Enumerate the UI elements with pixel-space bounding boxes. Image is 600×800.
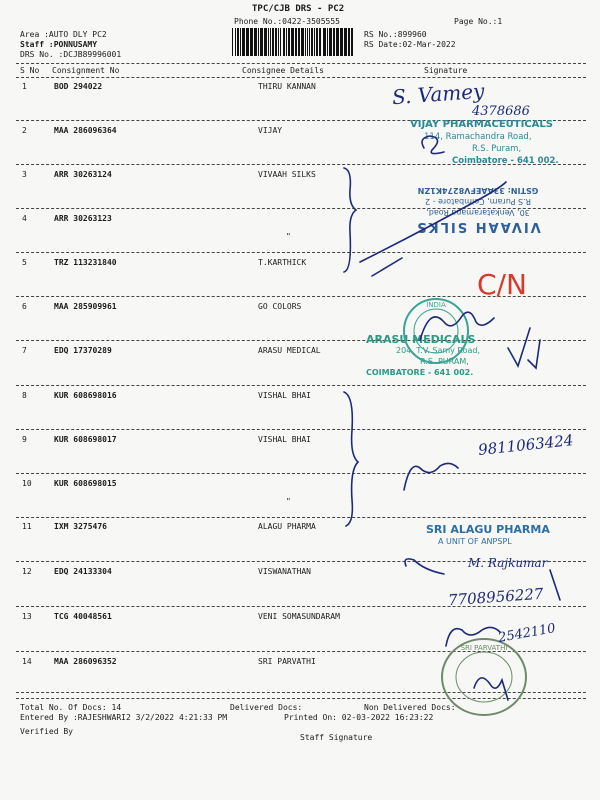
stamp-vijay-pharmaceuticals: VIJAY PHARMACEUTICALS 114, Ramachandra Road, R.S. Puram, Coimbatore - 641 002. xyxy=(410,119,559,166)
row-consignment-number: EDQ 24133304 xyxy=(54,567,112,576)
row-sno: 8 xyxy=(22,391,27,400)
staff-signature: Staff Signature xyxy=(300,733,373,742)
row-consignee: GO COLORS xyxy=(258,302,302,311)
signature-row14 xyxy=(474,678,508,700)
row-consignment-number: MAA 286096364 xyxy=(54,126,117,135)
signature-slash-vivaah xyxy=(360,182,506,262)
row-sno: 5 xyxy=(22,258,27,267)
handwritten-cn-note: C/N xyxy=(477,268,527,301)
row-sno: 3 xyxy=(22,170,27,179)
row-consignee: VENI SOMASUNDARAM xyxy=(258,612,340,621)
row-consignment-number: KUR 608698017 xyxy=(54,435,117,444)
row-consignee: ALAGU PHARMA xyxy=(258,522,316,531)
row-consignment-number: ARR 30263124 xyxy=(54,170,112,179)
row-sno: 10 xyxy=(22,479,32,488)
row-consignment-number: BOD 294022 xyxy=(54,82,103,91)
verified-by: Verified By xyxy=(20,727,73,736)
col-consignment: Consignment No xyxy=(52,66,120,75)
signature-row7 xyxy=(508,328,530,366)
svg-text:SRI PARVATHI: SRI PARVATHI xyxy=(460,644,508,652)
signature-row6 xyxy=(420,312,494,340)
drs-number: DRS No. :DCJB89996001 xyxy=(20,50,122,59)
stamp-sri-alagu-pharma: SRI ALAGU PHARMA A UNIT OF ANPSPL xyxy=(426,523,550,546)
row-consignment-number: EDQ 17370289 xyxy=(54,346,112,355)
row-consignee: " xyxy=(286,497,291,506)
svg-text:INDIA: INDIA xyxy=(426,301,446,309)
delivered-docs: Delivered Docs: xyxy=(230,703,303,712)
col-signature: Signature xyxy=(424,66,468,75)
signature-row9 xyxy=(404,463,458,490)
col-sno: S No xyxy=(20,66,40,75)
row-sno: 2 xyxy=(22,126,27,135)
handwritten-name-row1: S. Vamey xyxy=(391,78,486,110)
staff-label: Staff :PONNUSAMY xyxy=(20,40,98,49)
entered-by: Entered By :RAJESHWARI2 3/2/2022 4:21:33 PM xyxy=(20,713,228,722)
row-consignee: VISHAL BHAI xyxy=(258,391,311,400)
brace-rows-8-10 xyxy=(344,392,358,526)
row-sno: 7 xyxy=(22,346,27,355)
row-sno: 14 xyxy=(22,657,32,666)
handwritten-phone-row9: 9811063424 xyxy=(477,431,575,459)
handwritten-number-row13: 2542110 xyxy=(497,621,557,646)
brace-rows-3-4 xyxy=(344,168,356,272)
col-consignee: Consignee Details xyxy=(242,66,324,75)
row-consignment-number: MAA 286096352 xyxy=(54,657,117,666)
handwritten-number-row1: 4378686 xyxy=(472,104,530,119)
row-consignee: " xyxy=(286,232,291,241)
non-delivered-docs: Non Delivered Docs: xyxy=(364,703,456,712)
rs-number: RS No.:899960 xyxy=(364,30,427,39)
row-consignee: VISHAL BHAI xyxy=(258,435,311,444)
rs-date: RS Date:02-Mar-2022 xyxy=(364,40,456,49)
phone-number: Phone No.:0422-3505555 xyxy=(234,17,340,26)
row-consignee: SRI PARVATHI xyxy=(258,657,316,666)
row-consignment-number: IXM 3275476 xyxy=(54,522,107,531)
total-docs: Total No. Of Docs: 14 xyxy=(20,703,122,712)
page-number: Page No.:1 xyxy=(454,17,503,26)
row-sno: 4 xyxy=(22,214,27,223)
signature-row2 xyxy=(422,136,444,154)
row-consignee: T.KARTHICK xyxy=(258,258,307,267)
row-consignment-number: ARR 30263123 xyxy=(54,214,112,223)
row-sno: 6 xyxy=(22,302,27,311)
handwritten-phone-row12: 7708956227 xyxy=(447,584,544,610)
signature-row12-scribble xyxy=(405,559,444,574)
report-title: TPC/CJB DRS - PC2 xyxy=(252,4,345,14)
row-consignment-number: TRZ 113231840 xyxy=(54,258,117,267)
row-consignee: ARASU MEDICAL xyxy=(258,346,321,355)
area-label: Area :AUTO DLY PC2 xyxy=(20,30,107,39)
row-consignee: VISWANATHAN xyxy=(258,567,311,576)
row-consignee: VIJAY xyxy=(258,126,283,135)
handwritten-name-row12: M. Rajkumar xyxy=(468,556,548,570)
row-sno: 9 xyxy=(22,435,27,444)
row-sno: 13 xyxy=(22,612,32,621)
printed-on: Printed On: 02-03-2022 16:23:22 xyxy=(284,713,434,722)
row-consignment-number: KUR 608698016 xyxy=(54,391,117,400)
row-consignment-number: KUR 608698015 xyxy=(54,479,117,488)
row-sno: 1 xyxy=(22,82,27,91)
row-sno: 12 xyxy=(22,567,32,576)
stamp-vivaah-silks: VIVAAH SILKS 30, Venkataramana Road, R.S Puram, Coimbatore - 2 GSTIN: 33AAEFV8274K1ZN xyxy=(415,186,541,234)
row-sno: 11 xyxy=(22,522,32,531)
row-consignment-number: TCG 40048561 xyxy=(54,612,112,621)
stamp-arasu-medicals: ARASU MEDICALS 204, T.V. Samy Road, R.S. PURAM, COIMBATORE - 641 002. xyxy=(366,333,481,377)
signature-row13 xyxy=(446,627,500,646)
row-consignment-number: MAA 285909961 xyxy=(54,302,117,311)
row-consignee: THIRU KANNAN xyxy=(258,82,316,91)
row-consignee: VIVAAH SILKS xyxy=(258,170,316,179)
